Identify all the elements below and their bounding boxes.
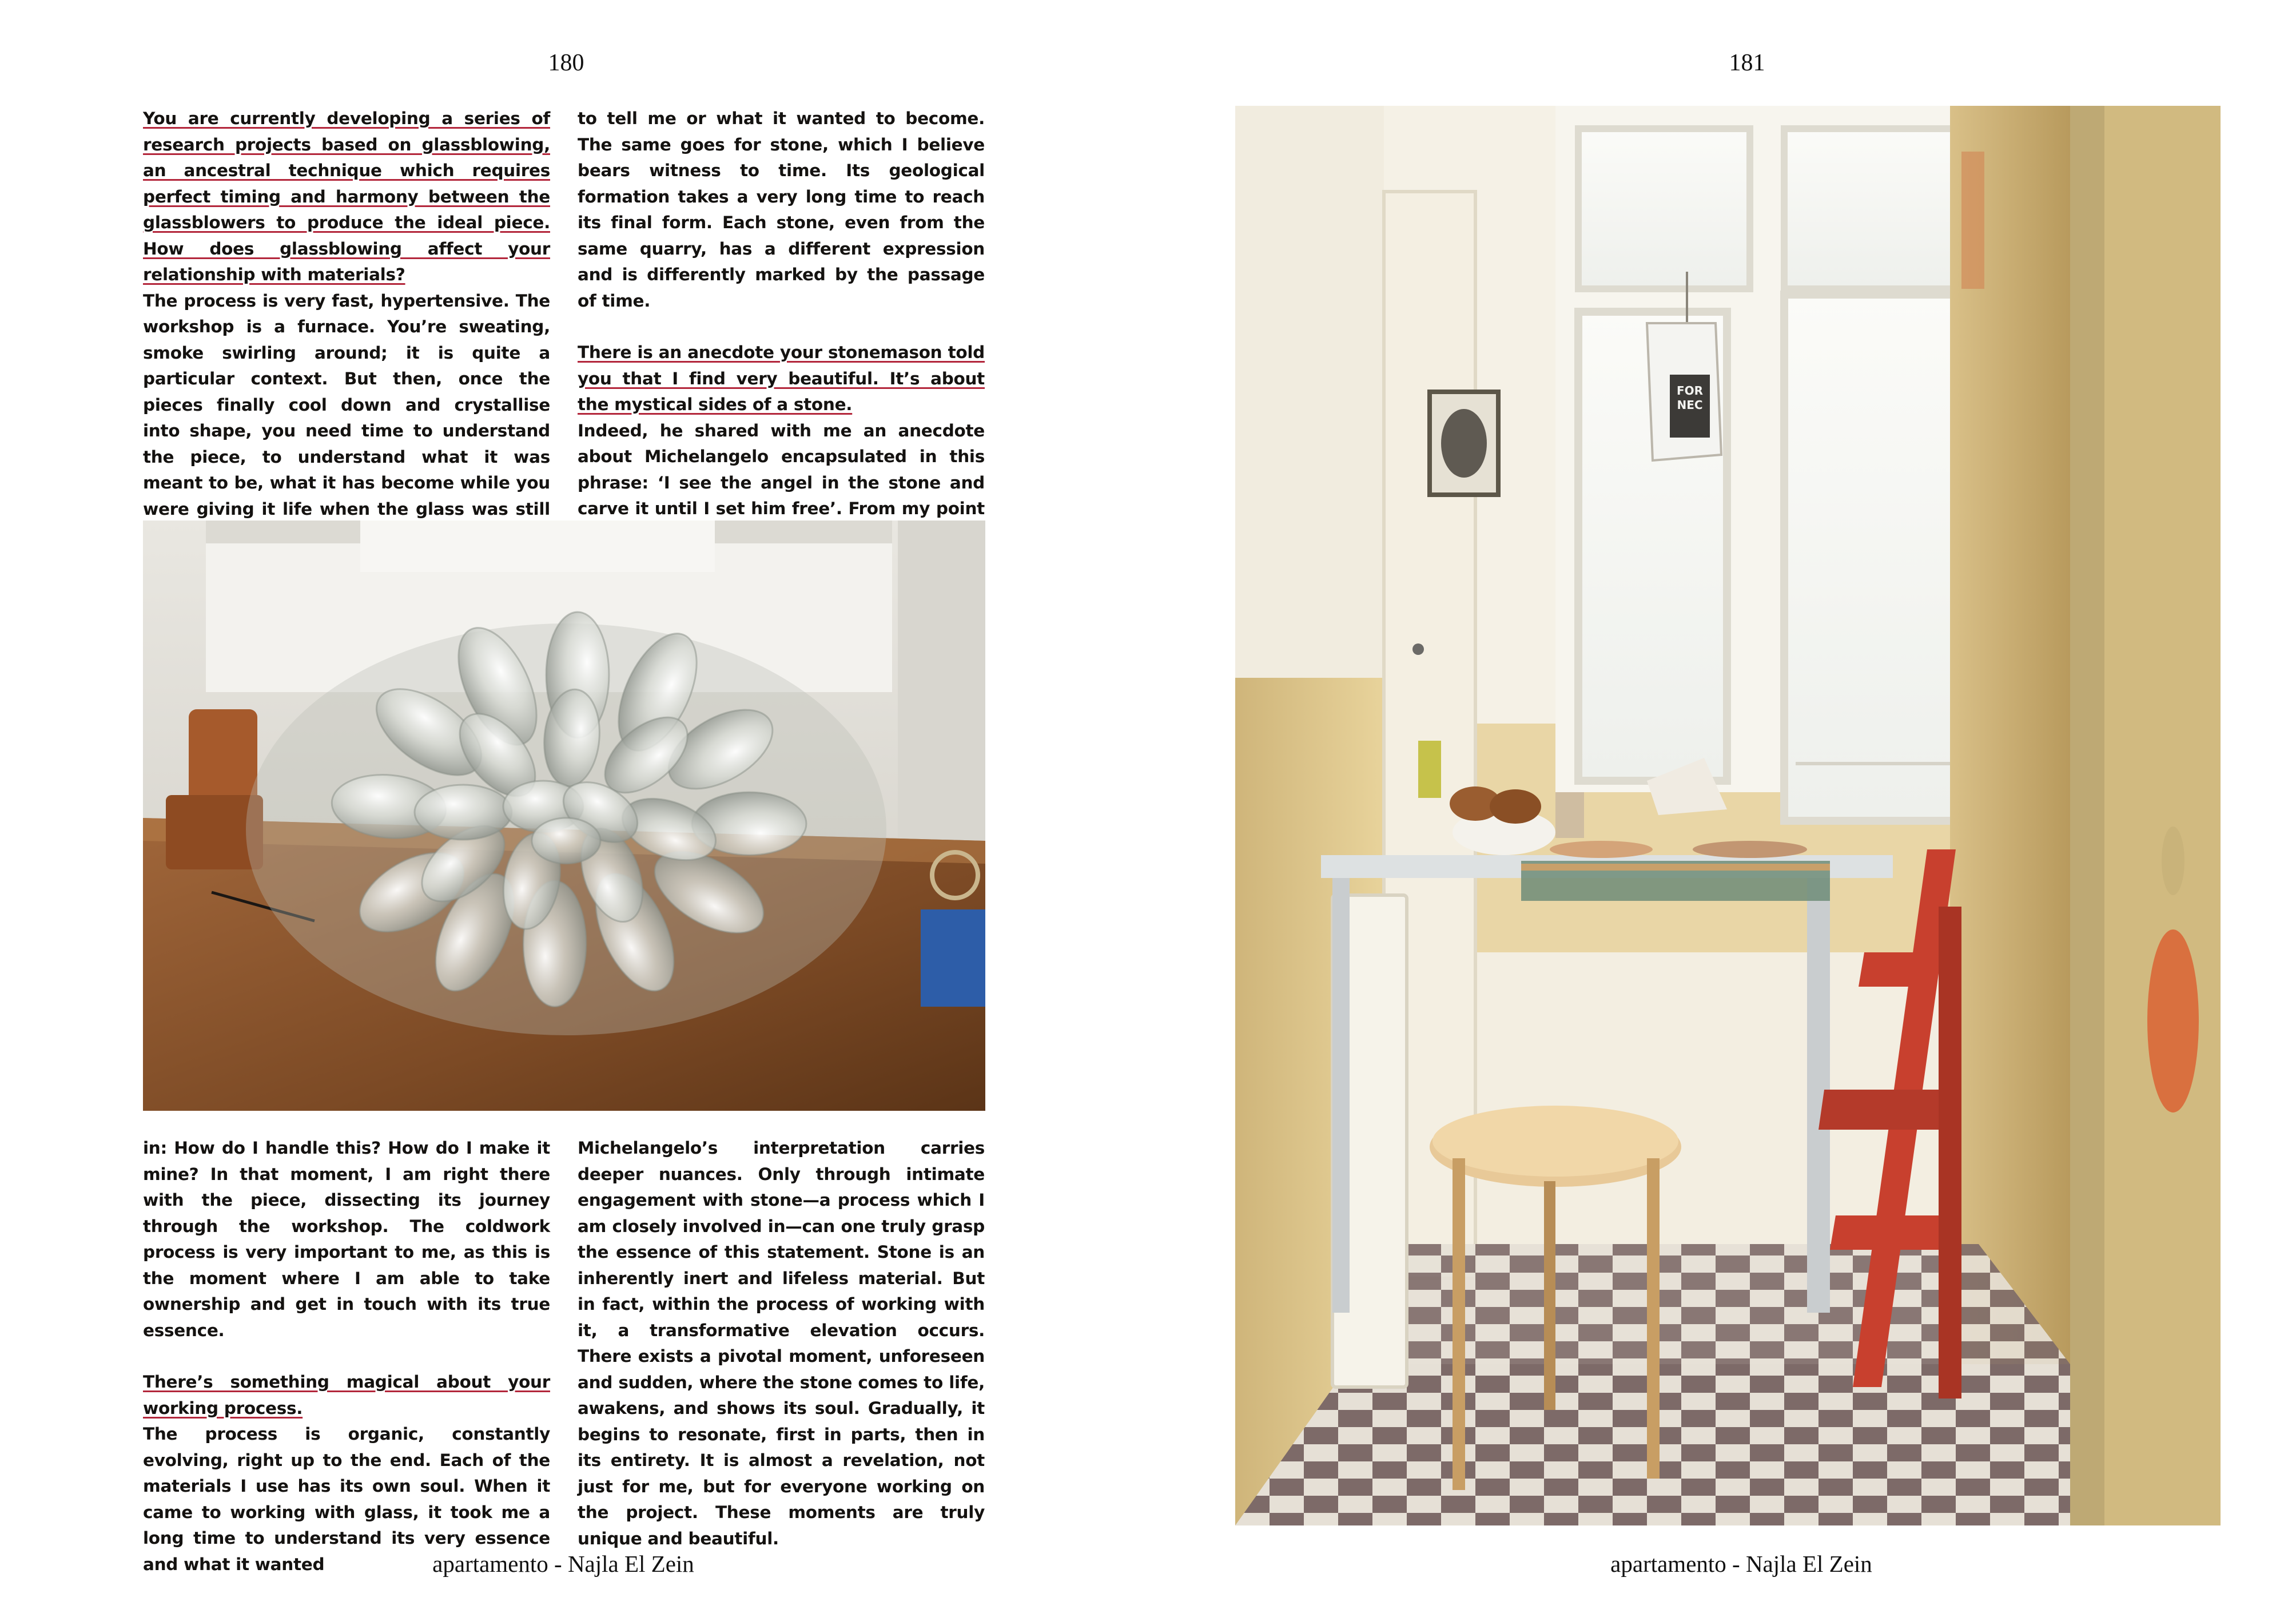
interview-question: There’s something magical about your working process. (143, 1372, 550, 1418)
footer-right: apartamento - Najla El Zein (1610, 1551, 1872, 1577)
column-1-bottom (143, 1135, 550, 1578)
interview-answer: to tell me or what it wanted to become. The same goes for stone, which I believe bears witness to time. Its geological formation takes a very long time to reach its final form. Each stone, even from the same quarry, has a different expression and is differently marked by the passage of time. (578, 109, 985, 311)
glass-sculpture-photo (143, 521, 985, 1111)
page-number-right: 181 (1729, 50, 1765, 76)
kitchen-photo (1235, 106, 2221, 1525)
interview-answer: in: How do I handle this? How do I make it mine? In that moment, I am right there with the piece, dissecting its journey through the workshop. The coldwork process is very important to me, as this is the moment where I am able to take ownership and get in touch with its true essence. (143, 1138, 550, 1340)
column-2-top (578, 106, 985, 548)
bag-print-text: FOR (1676, 384, 1704, 398)
interview-answer: The process is organic, constantly evolving, right up to the end. Each of the materials I use has its own soul. When it came to working with glass, it took me a long time to understand its very essence and what it wanted (143, 1424, 550, 1574)
footer-left: apartamento - Najla El Zein (432, 1551, 694, 1577)
column-1-top (143, 106, 550, 549)
page-number-left: 180 (548, 50, 584, 76)
interview-answer: Michelangelo’s interpretation carries deeper nuances. Only through intimate engagement with stone—a process which I am closely involved in—can one truly grasp the essence of this statement. Stone is an inherently inert and lifeless material. But in fact, within the process of working with it, a transformative elevation occurs. There exists a pivotal moment, unforeseen and sudden, where the stone comes to life, awakens, and shows its soul. Gradually, it begins to resonate, first in parts, then in its entirety. It is almost a revelation, not just for me, but for everyone working on the project. These moments are truly unique and beautiful. (578, 1138, 985, 1548)
column-2-bottom (578, 1135, 985, 1552)
bag-print-text-2: NEC (1677, 398, 1703, 412)
interview-answer: Indeed, he shared with me an anecdote about Michelangelo encapsulated in this phrase: ‘I see the angel in the stone and carve it until I set him free’. From my point (578, 420, 985, 518)
interview-question: You are currently developing a series of research projects based on glassblowing, an ancestral technique which requires perfect timing and harmony between the glassblowers to produce the ideal piece. How does glassblowing affect your relationship with materials? (143, 109, 550, 284)
interview-question: There is an anecdote your stonemason told you that I find very beautiful. It’s about the mystical sides of a stone. (578, 343, 985, 414)
interview-answer: The process is very fast, hypertensive. The workshop is a furnace. You’re sweating, smoke swirling around; it is quite a particular context. But then, once the pieces finally cool down and crystallise into shape, you need time to understand the piece, to understand what it was meant to be, what it has become while you were giving it life when the glass was still (143, 291, 550, 519)
